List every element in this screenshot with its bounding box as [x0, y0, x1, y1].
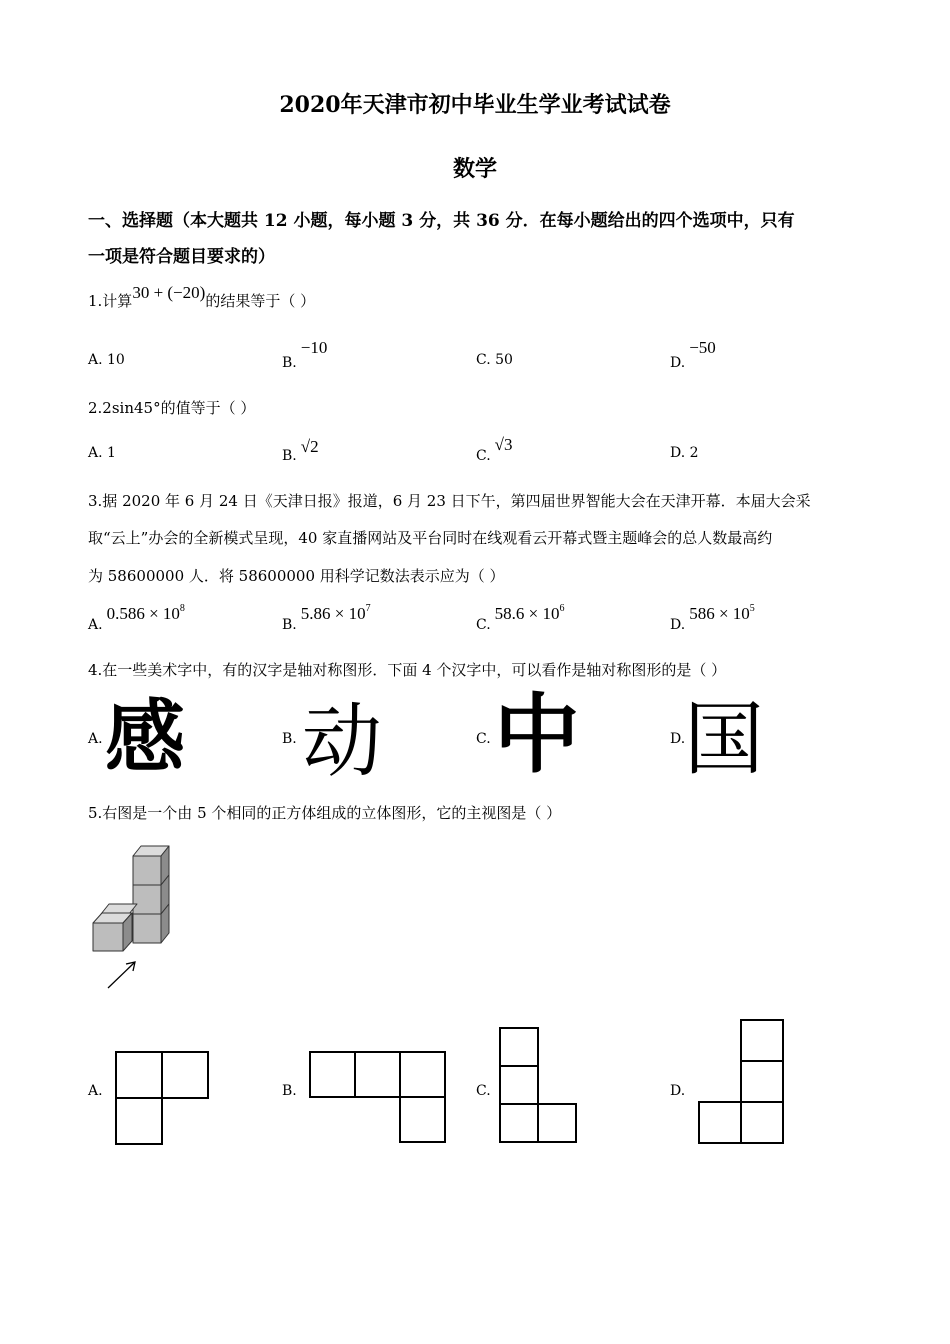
q4-char-zhong: 中 — [494, 685, 580, 785]
q3-option-d[interactable]: $D.586 \times 10^5$ — [670, 603, 755, 633]
question-1-stem — [88, 283, 316, 311]
view-direction-arrow — [108, 962, 135, 988]
q3-option-c[interactable]: $C.58.6 \times 10^6$ — [476, 603, 565, 633]
q1-option-b[interactable]: B.−10 — [282, 338, 328, 371]
q4-option-c[interactable]: C. — [476, 731, 491, 747]
q2-option-c[interactable]: C.√3 — [476, 435, 513, 464]
q2-option-a[interactable]: A. 1 — [88, 445, 116, 461]
q2-option-c-math: √3 — [494, 435, 513, 454]
section-heading-line2: 一项是符合题目要求的） — [88, 247, 275, 267]
q1-suffix: 的结果等于（ ） — [205, 292, 316, 310]
q5-option-d-figure — [697, 1018, 785, 1146]
question-3-line1: 3.据 2020 年 6 月 24 日《天津日报》报道，6 月 23 日下午，第四届世界智能大会在天津开幕．本届大会采 — [88, 492, 811, 510]
subject-title: 数学 — [452, 156, 497, 182]
q1-option-b-math: −10 — [300, 338, 328, 357]
question-5-stem: 5.右图是一个由 5 个相同的正方体组成的立体图形，它的主视图是（ ） — [88, 804, 562, 822]
q1-option-c[interactable]: C. 50 — [476, 352, 513, 368]
q1-option-d-math: −50 — [689, 338, 716, 357]
q1-option-d[interactable]: D.−50 — [670, 338, 716, 371]
q2-option-b-math: √2 — [300, 437, 319, 456]
q4-char-guo: 国 — [684, 693, 764, 786]
q5-solid-figure — [88, 840, 188, 990]
q4-option-d[interactable]: D. — [670, 731, 686, 747]
section-heading-line1: 一、选择题（本大题共 12 小题，每小题 3 分，共 36 分．在每小题给出的四个选项中，只有 — [88, 211, 795, 231]
q5-option-d[interactable]: D. — [670, 1083, 686, 1099]
question-2-stem: 2.2sin45°的值等于（ ） — [88, 399, 256, 417]
cube-front-left — [93, 923, 123, 951]
q5-option-c[interactable]: C. — [476, 1083, 491, 1099]
q3-option-a[interactable]: $A.0.586 \times 10^8$ — [88, 603, 185, 633]
q1-option-a[interactable]: A. 10 — [88, 352, 125, 368]
q2-option-d[interactable]: D. 2 — [670, 445, 699, 461]
q4-option-b[interactable]: B. — [282, 731, 297, 747]
q5-option-a[interactable]: A. — [88, 1083, 103, 1099]
cube-front-mid — [133, 885, 161, 914]
q5-option-c-figure — [498, 1026, 578, 1144]
question-3-line2: 取“云上”办会的全新模式呈现，40 家直播网站及平台同时在线观看云开幕式暨主题峰会的总人数最高约 — [88, 529, 773, 547]
q5-option-a-figure — [114, 1050, 210, 1146]
q5-option-b-figure — [308, 1050, 448, 1144]
cube-front-bottom — [133, 914, 161, 943]
cube-front-top — [133, 856, 161, 885]
q4-char-dong: 动 — [302, 695, 382, 788]
q4-option-a[interactable]: A. — [88, 731, 103, 747]
question-3-line3: 为 58600000 人．将 58600000 用科学记数法表示应为（ ） — [88, 567, 505, 585]
q4-char-gan: 感 — [105, 691, 185, 784]
q3-option-b[interactable]: $B.5.86 \times 10^7$ — [282, 603, 371, 633]
question-4-stem: 4.在一些美术字中，有的汉字是轴对称图形．下面 4 个汉字中，可以看作是轴对称图形的是（ ） — [88, 661, 727, 679]
q1-expression: 30 + (−20) — [132, 283, 206, 302]
q1-prefix: 1.计算 — [88, 292, 133, 310]
exam-title: 2020年天津市初中毕业生学业考试试卷 — [279, 92, 671, 118]
q2-option-b[interactable]: B. √2 — [282, 437, 319, 464]
q5-option-b[interactable]: B. — [282, 1083, 297, 1099]
